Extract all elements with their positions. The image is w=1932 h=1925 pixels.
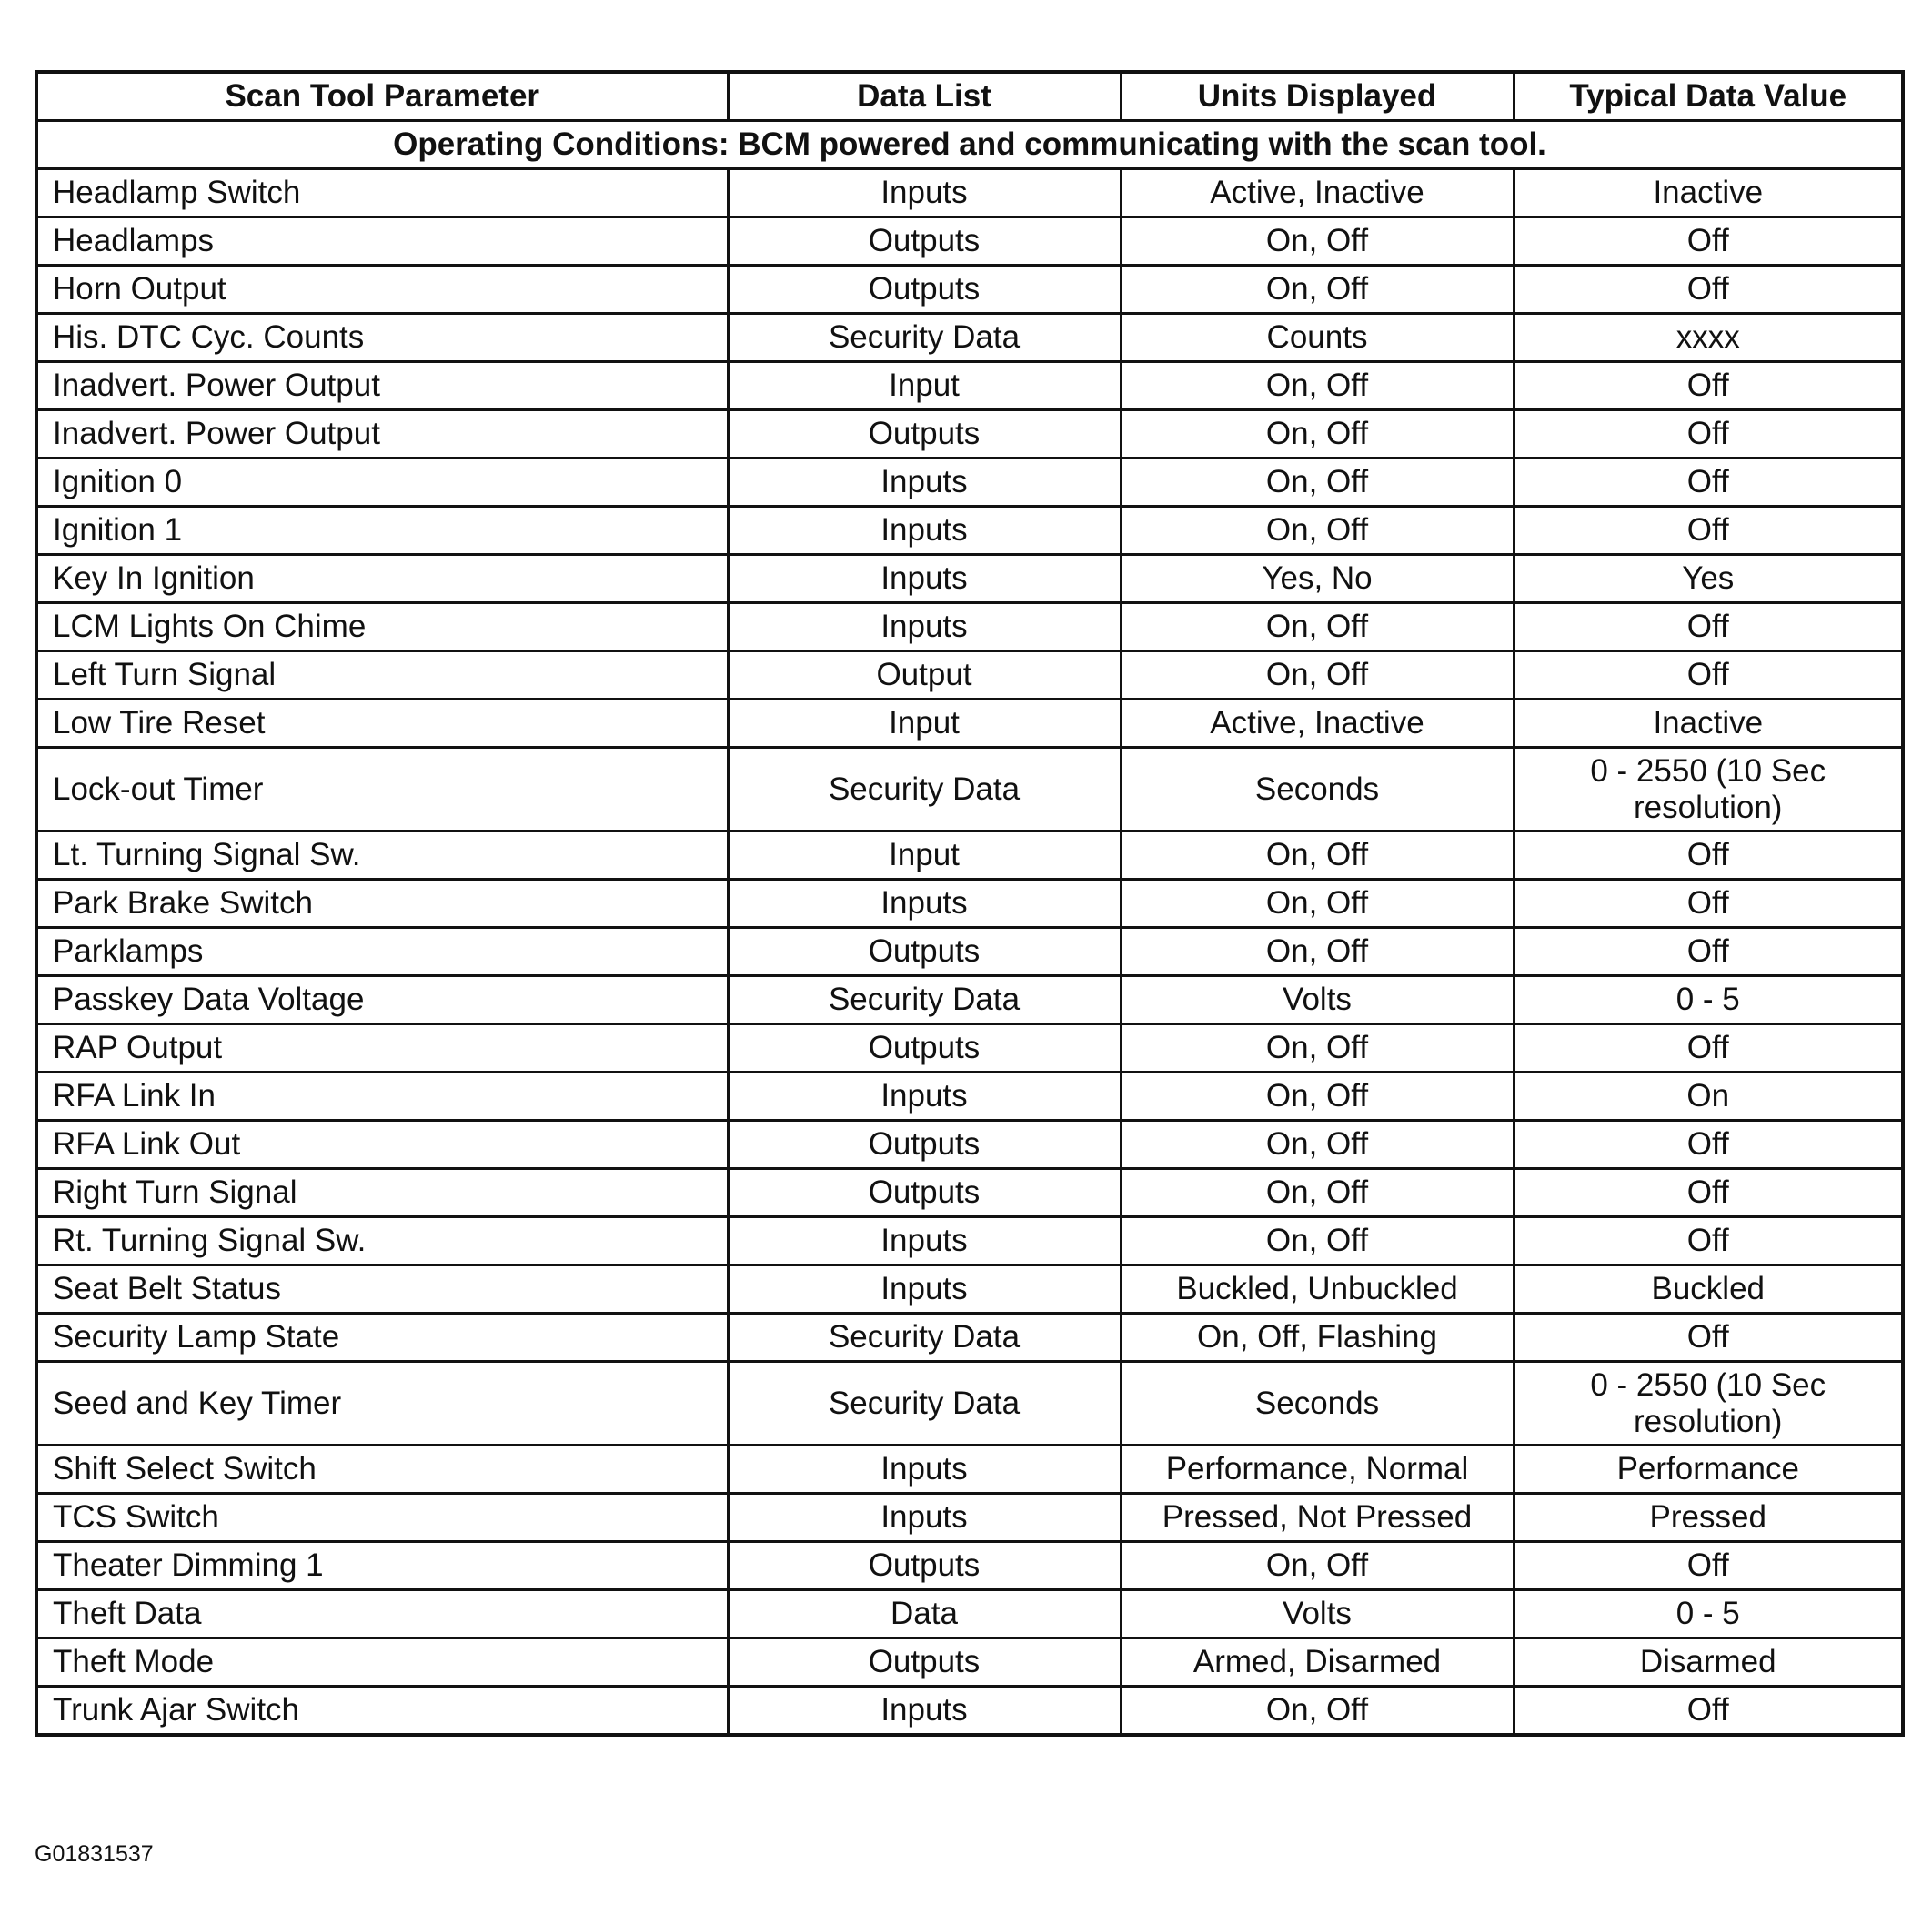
cell-units: Armed, Disarmed <box>1121 1638 1514 1687</box>
cell-units: On, Off, Flashing <box>1121 1314 1514 1362</box>
cell-units: On, Off <box>1121 928 1514 976</box>
table-row <box>36 1314 1903 1362</box>
cell-data-list: Inputs <box>728 1265 1121 1314</box>
cell-data-list: Outputs <box>728 1542 1121 1590</box>
cell-data-list: Inputs <box>728 1446 1121 1494</box>
cell-units: On, Off <box>1121 266 1514 314</box>
cell-data-list: Security Data <box>728 748 1121 831</box>
cell-data-list: Inputs <box>728 459 1121 507</box>
cell-units: On, Off <box>1121 459 1514 507</box>
table-row <box>36 314 1903 362</box>
table-row <box>36 459 1903 507</box>
cell-parameter: TCS Switch <box>36 1494 728 1542</box>
cell-data-list: Inputs <box>728 880 1121 928</box>
cell-parameter: RFA Link In <box>36 1073 728 1121</box>
table-row <box>36 1073 1903 1121</box>
cell-typical-value: Off <box>1514 266 1903 314</box>
cell-typical-value: Off <box>1514 217 1903 266</box>
table-row <box>36 651 1903 700</box>
table-row <box>36 976 1903 1024</box>
table-row <box>36 410 1903 459</box>
cell-units: On, Off <box>1121 217 1514 266</box>
cell-units: Active, Inactive <box>1121 700 1514 748</box>
table-row <box>36 266 1903 314</box>
cell-typical-value: 0 - 5 <box>1514 976 1903 1024</box>
table-row <box>36 362 1903 410</box>
cell-data-list: Inputs <box>728 1217 1121 1265</box>
cell-parameter: Right Turn Signal <box>36 1169 728 1217</box>
cell-parameter: Seat Belt Status <box>36 1265 728 1314</box>
cell-typical-value: Off <box>1514 651 1903 700</box>
cell-typical-value: Off <box>1514 603 1903 651</box>
cell-typical-value: Off <box>1514 459 1903 507</box>
cell-parameter: Lt. Turning Signal Sw. <box>36 831 728 880</box>
cell-units: On, Off <box>1121 1073 1514 1121</box>
cell-data-list: Inputs <box>728 169 1121 217</box>
cell-data-list: Input <box>728 700 1121 748</box>
figure-id: G01831537 <box>35 1841 154 1867</box>
header-data-list: Data List <box>728 72 1121 121</box>
cell-typical-value: Off <box>1514 1024 1903 1073</box>
cell-parameter: Passkey Data Voltage <box>36 976 728 1024</box>
cell-parameter: Trunk Ajar Switch <box>36 1687 728 1736</box>
table-row <box>36 1169 1903 1217</box>
cell-data-list: Security Data <box>728 976 1121 1024</box>
cell-typical-value: Off <box>1514 1542 1903 1590</box>
cell-typical-value: Off <box>1514 928 1903 976</box>
cell-data-list: Input <box>728 362 1121 410</box>
table-row <box>36 1121 1903 1169</box>
cell-typical-value: Off <box>1514 410 1903 459</box>
cell-data-list: Outputs <box>728 1024 1121 1073</box>
cell-parameter: Inadvert. Power Output <box>36 410 728 459</box>
cell-typical-value: 0 - 2550 (10 Sec resolution) <box>1514 1362 1903 1446</box>
cell-parameter: Left Turn Signal <box>36 651 728 700</box>
cell-typical-value: Inactive <box>1514 700 1903 748</box>
cell-parameter: Parklamps <box>36 928 728 976</box>
header-row <box>36 72 1903 121</box>
cell-data-list: Outputs <box>728 217 1121 266</box>
table-row <box>36 507 1903 555</box>
cell-data-list: Output <box>728 651 1121 700</box>
cell-units: On, Off <box>1121 410 1514 459</box>
cell-units: On, Off <box>1121 651 1514 700</box>
cell-units: Volts <box>1121 976 1514 1024</box>
cell-units: Seconds <box>1121 748 1514 831</box>
table-row <box>36 603 1903 651</box>
table-row <box>36 880 1903 928</box>
operating-conditions-row <box>36 121 1903 169</box>
cell-parameter: Horn Output <box>36 266 728 314</box>
header-units-displayed: Units Displayed <box>1121 72 1514 121</box>
cell-typical-value: Off <box>1514 1217 1903 1265</box>
cell-data-list: Inputs <box>728 1494 1121 1542</box>
cell-typical-value: Disarmed <box>1514 1638 1903 1687</box>
cell-data-list: Outputs <box>728 1638 1121 1687</box>
cell-units: Seconds <box>1121 1362 1514 1446</box>
cell-parameter: LCM Lights On Chime <box>36 603 728 651</box>
cell-data-list: Outputs <box>728 410 1121 459</box>
cell-parameter: Ignition 1 <box>36 507 728 555</box>
table-row <box>36 748 1903 831</box>
cell-data-list: Inputs <box>728 1687 1121 1736</box>
scan-tool-data-table <box>35 70 1905 1737</box>
cell-units: Performance, Normal <box>1121 1446 1514 1494</box>
table-row <box>36 1446 1903 1494</box>
table-row <box>36 1265 1903 1314</box>
table-row <box>36 169 1903 217</box>
cell-parameter: Headlamp Switch <box>36 169 728 217</box>
operating-conditions: Operating Conditions: BCM powered and communicating with the scan tool. <box>36 121 1903 169</box>
table-row <box>36 928 1903 976</box>
table-row <box>36 831 1903 880</box>
cell-units: Yes, No <box>1121 555 1514 603</box>
table-row <box>36 1638 1903 1687</box>
cell-typical-value: Off <box>1514 831 1903 880</box>
cell-parameter: Low Tire Reset <box>36 700 728 748</box>
cell-data-list: Outputs <box>728 266 1121 314</box>
cell-parameter: Rt. Turning Signal Sw. <box>36 1217 728 1265</box>
cell-units: On, Off <box>1121 603 1514 651</box>
cell-parameter: Shift Select Switch <box>36 1446 728 1494</box>
cell-units: On, Off <box>1121 507 1514 555</box>
cell-data-list: Security Data <box>728 314 1121 362</box>
cell-units: On, Off <box>1121 1169 1514 1217</box>
cell-typical-value: Yes <box>1514 555 1903 603</box>
table-row <box>36 1494 1903 1542</box>
cell-typical-value: Pressed <box>1514 1494 1903 1542</box>
table-row <box>36 1687 1903 1736</box>
cell-typical-value: Off <box>1514 1121 1903 1169</box>
cell-units: On, Off <box>1121 831 1514 880</box>
table-row <box>36 217 1903 266</box>
cell-typical-value: Off <box>1514 507 1903 555</box>
cell-data-list: Input <box>728 831 1121 880</box>
header-scan-tool-parameter: Scan Tool Parameter <box>36 72 728 121</box>
header-typical-data-value: Typical Data Value <box>1514 72 1903 121</box>
cell-typical-value: Off <box>1514 1169 1903 1217</box>
table-row <box>36 700 1903 748</box>
cell-typical-value: Off <box>1514 880 1903 928</box>
cell-data-list: Inputs <box>728 1073 1121 1121</box>
cell-parameter: RFA Link Out <box>36 1121 728 1169</box>
cell-data-list: Outputs <box>728 1121 1121 1169</box>
cell-parameter: Theft Data <box>36 1590 728 1638</box>
cell-typical-value: On <box>1514 1073 1903 1121</box>
cell-data-list: Inputs <box>728 555 1121 603</box>
cell-parameter: Ignition 0 <box>36 459 728 507</box>
cell-units: On, Off <box>1121 1542 1514 1590</box>
cell-parameter: Theft Mode <box>36 1638 728 1687</box>
cell-data-list: Inputs <box>728 603 1121 651</box>
cell-data-list: Inputs <box>728 507 1121 555</box>
cell-units: Volts <box>1121 1590 1514 1638</box>
table-row <box>36 1590 1903 1638</box>
cell-typical-value: Off <box>1514 1314 1903 1362</box>
cell-typical-value: 0 - 2550 (10 Sec resolution) <box>1514 748 1903 831</box>
cell-data-list: Data <box>728 1590 1121 1638</box>
cell-parameter: Lock-out Timer <box>36 748 728 831</box>
cell-typical-value: Buckled <box>1514 1265 1903 1314</box>
cell-data-list: Security Data <box>728 1314 1121 1362</box>
cell-units: On, Off <box>1121 362 1514 410</box>
cell-parameter: RAP Output <box>36 1024 728 1073</box>
cell-units: On, Off <box>1121 1687 1514 1736</box>
cell-units: Buckled, Unbuckled <box>1121 1265 1514 1314</box>
cell-parameter: Key In Ignition <box>36 555 728 603</box>
cell-typical-value: Inactive <box>1514 169 1903 217</box>
cell-parameter: Headlamps <box>36 217 728 266</box>
table-row <box>36 1542 1903 1590</box>
cell-parameter: Theater Dimming 1 <box>36 1542 728 1590</box>
table-row <box>36 555 1903 603</box>
cell-typical-value: Off <box>1514 362 1903 410</box>
cell-typical-value: xxxx <box>1514 314 1903 362</box>
cell-units: On, Off <box>1121 1121 1514 1169</box>
cell-units: On, Off <box>1121 1024 1514 1073</box>
cell-parameter: Park Brake Switch <box>36 880 728 928</box>
cell-typical-value: Performance <box>1514 1446 1903 1494</box>
cell-units: Counts <box>1121 314 1514 362</box>
table-row <box>36 1217 1903 1265</box>
table-row <box>36 1362 1903 1446</box>
cell-units: Pressed, Not Pressed <box>1121 1494 1514 1542</box>
cell-parameter: His. DTC Cyc. Counts <box>36 314 728 362</box>
cell-typical-value: 0 - 5 <box>1514 1590 1903 1638</box>
table-row <box>36 1024 1903 1073</box>
cell-data-list: Outputs <box>728 1169 1121 1217</box>
cell-data-list: Outputs <box>728 928 1121 976</box>
cell-units: On, Off <box>1121 880 1514 928</box>
cell-parameter: Inadvert. Power Output <box>36 362 728 410</box>
cell-parameter: Security Lamp State <box>36 1314 728 1362</box>
cell-typical-value: Off <box>1514 1687 1903 1736</box>
cell-units: On, Off <box>1121 1217 1514 1265</box>
cell-units: Active, Inactive <box>1121 169 1514 217</box>
cell-parameter: Seed and Key Timer <box>36 1362 728 1446</box>
cell-data-list: Security Data <box>728 1362 1121 1446</box>
